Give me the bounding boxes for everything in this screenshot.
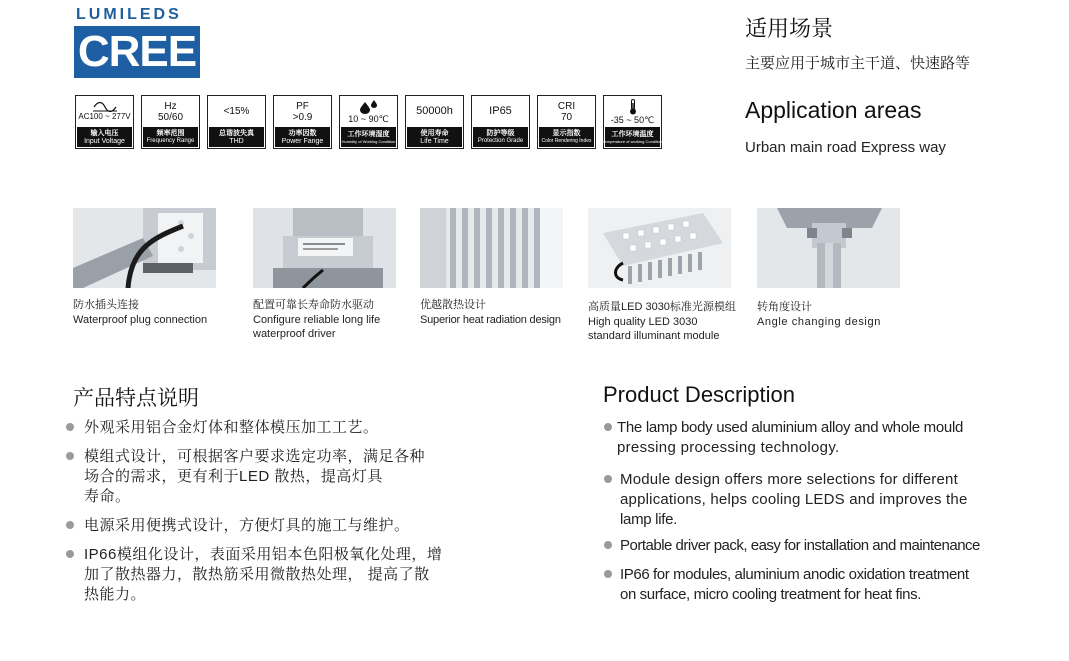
feature-caption-cn: 高质量LED 3030标准光源模组	[588, 301, 736, 313]
spec-en-label: Power Fange	[281, 137, 324, 145]
thermometer-icon	[628, 99, 638, 115]
bullet-icon	[66, 550, 74, 558]
description-text-en: on surface, micro cooling treatment for heat fins.	[620, 586, 921, 603]
ac-wave-icon	[93, 102, 117, 112]
spec-life-time	[405, 95, 464, 149]
spec-en-label: Color Rendering Index	[541, 138, 592, 144]
bullet-icon	[604, 423, 612, 431]
description-text-en: Portable driver pack, easy for installation and maintenance	[620, 537, 980, 554]
cree-logo	[74, 26, 200, 78]
spec-en-label: Frequency Range	[146, 137, 195, 144]
spec-cri	[537, 95, 596, 149]
spec-en-label: THD	[229, 137, 244, 145]
spec-value: >0.9	[292, 111, 313, 123]
bullet-icon	[604, 541, 612, 549]
spec-cn-label: 功率因数	[288, 129, 317, 137]
bullet-icon	[604, 570, 612, 578]
spec-en-label: Protection Grade	[477, 137, 524, 144]
spec-temperature	[603, 95, 662, 149]
description-title-en: Product Description	[603, 382, 795, 407]
spec-en-label: Input Voltage	[84, 137, 125, 145]
feature-text-cn: IP66模组化设计，表面采用铝本色阳极氧化处理，增	[84, 546, 443, 563]
feature-caption-cn: 优越散热设计	[420, 299, 486, 311]
bullet-icon	[66, 452, 74, 460]
spec-en-label: Temperature of working Condition	[602, 138, 663, 144]
lumileds-logo: LUMILEDS	[76, 6, 182, 23]
spec-value: PF	[296, 100, 309, 112]
cree-logo-text: CREE	[77, 27, 197, 76]
heat-sink-image	[420, 208, 563, 288]
description-text-en: The lamp body used aluminium alloy and whole mould	[617, 419, 964, 436]
spec-input-voltage	[75, 95, 134, 149]
spec-cn-label: 工作环境湿度	[347, 130, 390, 138]
water-drop-icon	[358, 100, 380, 114]
feature-text-cn: 热能力。	[84, 586, 147, 603]
spec-value: Hz	[164, 100, 177, 112]
spec-protection-grade	[471, 95, 530, 149]
application-text-cn: 主要应用于城市主干道、快速路等	[745, 55, 971, 72]
feature-text-cn: 寿命。	[84, 488, 131, 505]
spec-value: 50/60	[157, 111, 184, 123]
feature-caption-en: Configure reliable long life	[253, 314, 381, 326]
feature-text-cn: 电源采用便携式设计，方便灯具的施工与维护。	[84, 517, 410, 534]
waterproof-plug-image	[73, 208, 216, 288]
spec-cn-label: 显示指数	[552, 130, 581, 137]
bullet-icon	[604, 475, 612, 483]
features-title-cn: 产品特点说明	[73, 387, 199, 410]
spec-cn-label: 防护等级	[486, 129, 515, 137]
application-title-cn: 适用场景	[745, 16, 834, 41]
feature-text-cn: 外观采用铝合金灯体和整体模压加工工艺。	[84, 419, 379, 436]
led-module-image	[588, 208, 731, 288]
application-text-en: Urban main road Express way	[745, 139, 946, 156]
feature-text-cn: 场合的需求，更有利于LED 散热，提高灯具	[84, 468, 383, 485]
description-text-en: IP66 for modules, aluminium anodic oxidation treatment	[620, 566, 969, 583]
description-text-en: Module design offers more selections for different	[620, 471, 958, 488]
spec-thd	[207, 95, 266, 149]
spec-value: 70	[560, 111, 573, 123]
spec-humidity	[339, 95, 398, 149]
spec-value: 10 ~ 90℃	[348, 113, 389, 124]
angle-adjust-image	[757, 208, 900, 288]
spec-cn-label: 输入电压	[90, 129, 119, 137]
spec-cn-label: 工作环境温度	[611, 130, 654, 138]
spec-en-label: Humidity of Working Condition	[341, 138, 396, 144]
feature-caption-en: High quality LED 3030	[588, 316, 698, 328]
spec-en-label: Life Time	[420, 137, 449, 145]
feature-caption-cn: 配置可靠长寿命防水驱动	[253, 299, 374, 311]
spec-value: IP65	[489, 105, 512, 117]
feature-caption-cn: 防水插头连接	[73, 299, 139, 311]
spec-value: -35 ~ 50℃	[610, 114, 655, 125]
feature-caption-en: standard illuminant module	[588, 330, 720, 342]
feature-caption-en: Superior heat radiation design	[420, 314, 561, 326]
bullet-icon	[66, 521, 74, 529]
application-title-en: Application areas	[745, 97, 922, 123]
driver-image	[253, 208, 396, 288]
description-text-en: pressing processing technology.	[617, 439, 840, 456]
bullet-icon	[66, 423, 74, 431]
spec-frequency-range	[141, 95, 200, 149]
feature-caption-en: waterproof driver	[253, 328, 336, 340]
spec-cn-label: 频率范围	[156, 129, 185, 137]
spec-cn-label: 使用寿命	[420, 129, 449, 137]
feature-text-cn: 加了散热器力，散热筋采用微散热处理， 提高了散	[84, 566, 430, 583]
description-text-en: lamp life.	[620, 511, 678, 528]
spec-value: 50000h	[416, 105, 453, 117]
feature-text-cn: 模组式设计，可根据客户要求选定功率，满足各种	[84, 448, 426, 465]
description-text-en: applications, helps cooling LEDS and improves the	[620, 491, 968, 508]
spec-power-factor	[273, 95, 332, 149]
feature-caption-cn: 转角度设计	[757, 301, 812, 313]
spec-value: <15%	[223, 106, 250, 117]
feature-caption-en: Waterproof plug connection	[73, 314, 208, 326]
spec-value: CRI	[557, 100, 576, 112]
spec-value: AC100 ~ 277V	[78, 112, 131, 121]
spec-cn-label: 总谐波失真	[219, 129, 254, 137]
feature-caption-en: Angle changing design	[757, 316, 881, 328]
